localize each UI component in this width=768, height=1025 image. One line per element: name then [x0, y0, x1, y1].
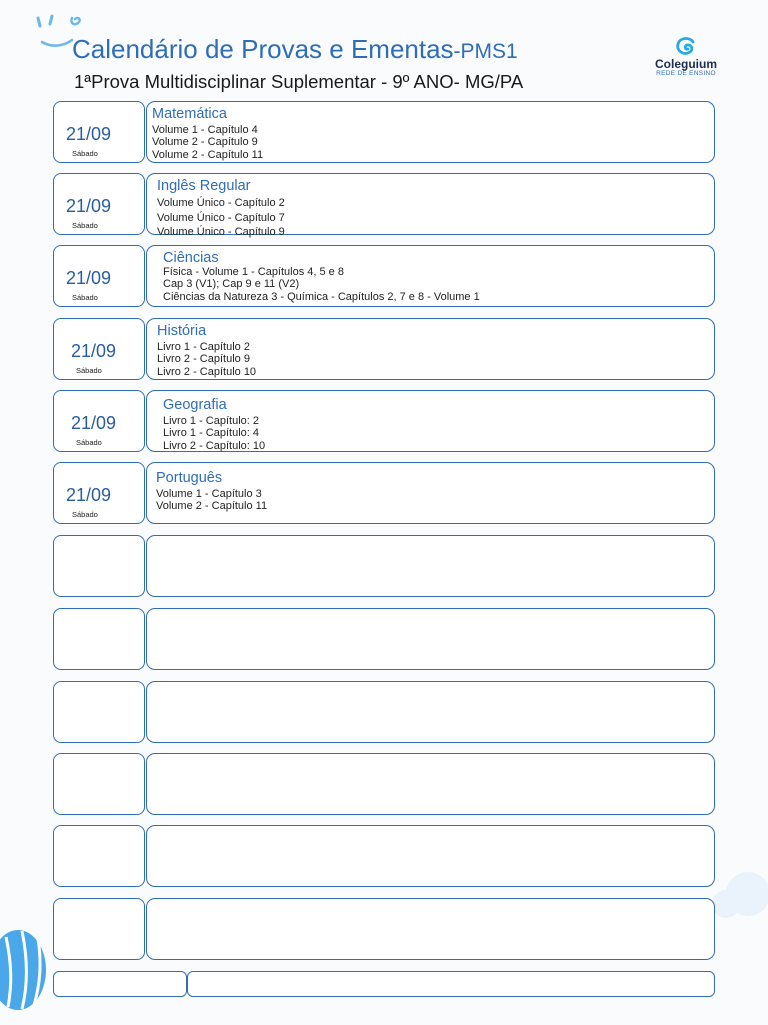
date-box [53, 681, 145, 743]
exam-content-box [146, 825, 715, 887]
exam-topic: Física - Volume 1 - Capítulos 4, 5 e 8 [163, 266, 344, 278]
exam-topic: Volume 2 - Capítulo 11 [156, 500, 268, 513]
exam-weekday: Sábado [76, 438, 102, 447]
exam-topic: Volume Único - Capítulo 2 [157, 197, 285, 209]
exam-content-box [146, 608, 715, 670]
exam-topic-list [163, 266, 480, 303]
exam-content-box [146, 245, 715, 307]
exam-date: 21/09 [66, 268, 112, 288]
exam-date: 21/09 [66, 124, 112, 144]
footer-left-box [53, 971, 187, 997]
exam-content-box [146, 101, 715, 163]
exam-topic: Volume 2 - Capítulo 11 [152, 148, 264, 161]
exam-row [53, 173, 715, 238]
exam-topic: Cap 3 (V1); Cap 9 e 11 (V2) [163, 278, 300, 291]
empty-exam-row [53, 825, 715, 887]
exam-topic: Livro 2 - Capítulo 10 [157, 365, 257, 378]
exam-date: 21/09 [71, 341, 117, 361]
date-box [53, 245, 145, 307]
exam-row [53, 101, 715, 163]
page-title-text: Calendário de Provas e Ementas [72, 34, 454, 64]
exam-topic: Livro 2 - Capítulo: 10 [163, 439, 266, 452]
footer-row [53, 971, 715, 997]
date-box [53, 825, 145, 887]
date-box [53, 390, 145, 452]
exam-row [53, 318, 715, 380]
exam-content-box [146, 535, 715, 597]
date-box [53, 101, 145, 163]
exam-topic-list [157, 196, 285, 240]
exam-subject: Matemática [152, 106, 227, 122]
page-title [72, 34, 518, 65]
exam-weekday: Sábado [72, 293, 98, 302]
exam-subject: Inglês Regular [157, 178, 251, 194]
exam-topic: Volume Único - Capítulo 9 [157, 226, 285, 238]
exam-weekday: Sábado [72, 510, 98, 519]
exam-date: 21/09 [66, 485, 112, 505]
exam-topic: Livro 1 - Capítulo 2 [157, 341, 250, 353]
exam-content-box [146, 462, 715, 524]
exam-row [53, 245, 715, 307]
exam-content-box [146, 898, 715, 960]
exam-content-box [146, 318, 715, 380]
empty-exam-row [53, 753, 715, 815]
exam-topic: Volume 1 - Capítulo 3 [156, 488, 262, 500]
date-box [53, 173, 145, 235]
exam-weekday: Sábado [72, 149, 98, 158]
exam-topic-list [163, 415, 265, 452]
brand-tagline: REDE DE ENSINO [656, 70, 716, 77]
empty-exam-row [53, 535, 715, 597]
exam-subject: Ciências [163, 250, 219, 266]
date-box [53, 753, 145, 815]
exam-topic-list [157, 341, 256, 378]
exam-date: 21/09 [66, 196, 112, 216]
date-box [53, 462, 145, 524]
exam-topic: Livro 2 - Capítulo 9 [157, 353, 250, 366]
brand-name: Coleguium [655, 57, 717, 71]
exam-subject: Português [156, 470, 223, 486]
exam-row [53, 390, 715, 452]
empty-exam-row [53, 608, 715, 670]
exam-topic-list [152, 124, 263, 161]
page-title-suffix: -PMS1 [453, 40, 518, 63]
exam-row [53, 462, 715, 524]
exam-topic: Volume 2 - Capítulo 9 [152, 136, 258, 149]
exam-weekday: Sábado [72, 221, 98, 230]
empty-exam-row [53, 898, 715, 960]
exam-subject: Geografia [163, 397, 227, 413]
page-subtitle: 1ªProva Multidisciplinar Suplementar - 9º ANO- MG/PA [74, 71, 524, 92]
exam-topic: Ciências da Natureza 3 - Química - Capítulos 2, 7 e 8 - Volume 1 [163, 290, 480, 303]
hot-air-balloon-icon [0, 925, 52, 1025]
date-box [53, 318, 145, 380]
date-box [53, 608, 145, 670]
footer-right-box [187, 971, 715, 997]
empty-exam-row [53, 681, 715, 743]
exam-content-box [146, 390, 715, 452]
brand-logo [644, 36, 728, 82]
cloud-decoration-icon [708, 860, 768, 920]
exam-content-box [146, 681, 715, 743]
date-box [53, 898, 145, 960]
exam-topic: Livro 1 - Capítulo: 4 [163, 427, 259, 440]
exam-weekday: Sábado [76, 366, 102, 375]
exam-content-box [146, 753, 715, 815]
exam-topic-list [156, 488, 267, 513]
exam-topic: Livro 1 - Capítulo: 2 [163, 415, 259, 427]
swirl-logo-icon [673, 36, 699, 58]
exam-topic: Volume 1 - Capítulo 4 [152, 124, 258, 136]
exam-subject: História [157, 323, 207, 339]
exam-date: 21/09 [71, 413, 117, 433]
exam-content-box [146, 173, 715, 238]
exam-topic: Volume Único - Capítulo 7 [157, 211, 285, 224]
date-box [53, 535, 145, 597]
